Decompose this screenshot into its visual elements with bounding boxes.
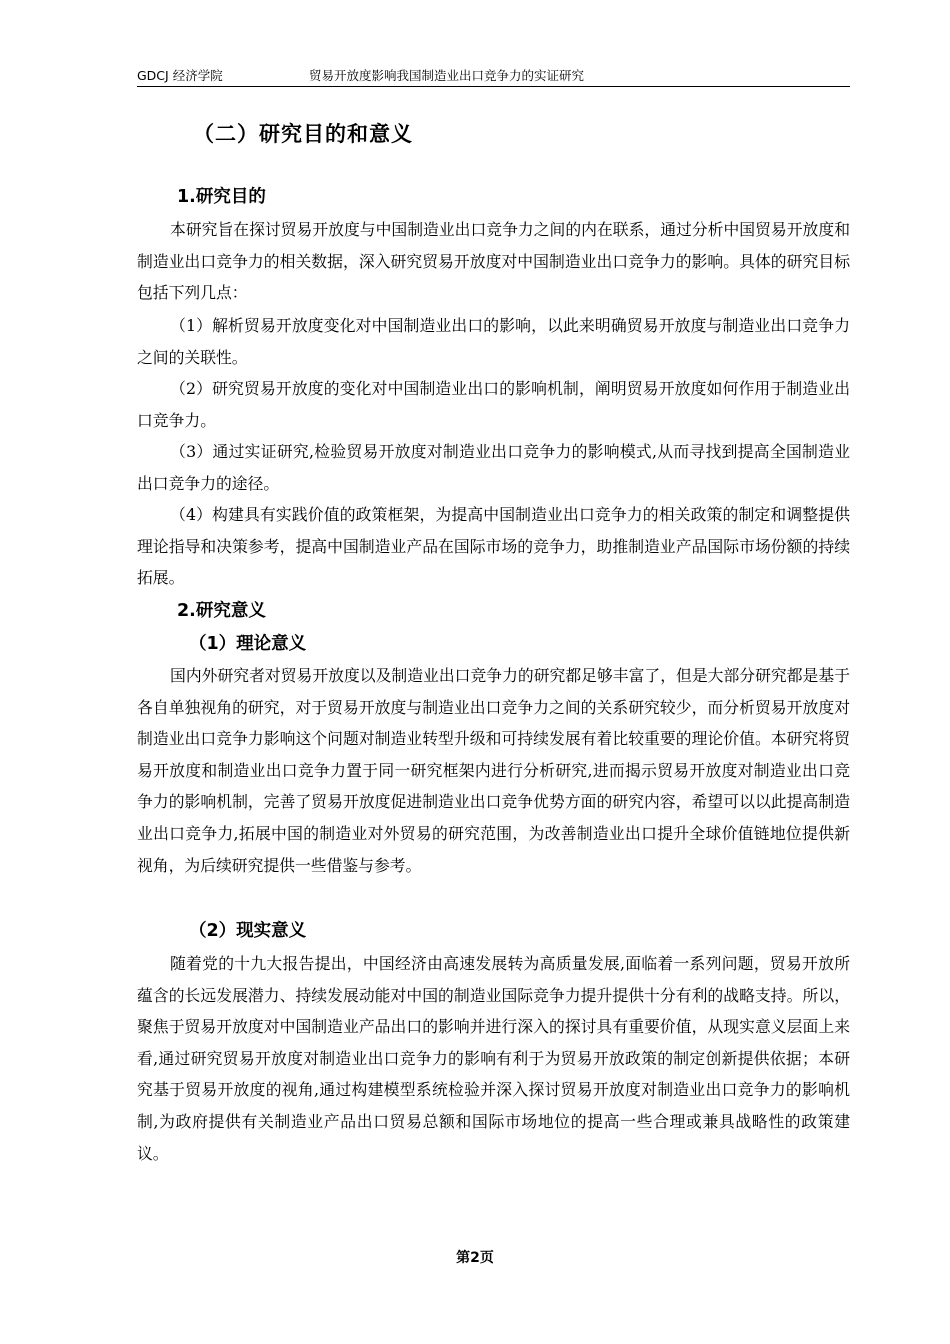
aims-item-2: （2）研究贸易开放度的变化对中国制造业出口的影响机制，阐明贸易开放度如何作用于制造业出口竞争力。 (137, 379, 850, 430)
page-number: 第2页 (456, 1250, 494, 1266)
significance-heading: 2.研究意义 (177, 601, 266, 621)
running-header (137, 66, 850, 86)
header-running-title: 贸易开放度影响我国制造业出口竞争力的实证研究 (309, 68, 585, 83)
practice-heading: （2）现实意义 (189, 921, 307, 941)
theory-heading: （1）理论意义 (189, 634, 307, 654)
section-heading: （二）研究目的和意义 (193, 122, 413, 146)
aims-item-4: （4）构建具有实践价值的政策框架，为提高中国制造业出口竞争力的相关政策的制定和调整提供理论指导和决策参考，提高中国制造业产品在国际市场的竞争力，助推制造业产品国际市场份额的持续拓展。 (137, 505, 850, 588)
aims-item-3: （3）通过实证研究,检验贸易开放度对制造业出口竞争力的影响模式,从而寻找到提高全国制造业出口竞争力的途径。 (137, 442, 850, 493)
aims-item-1: （1）解析贸易开放度变化对中国制造业出口的影响，以此来明确贸易开放度与制造业出口竞争力之间的关联性。 (137, 316, 850, 367)
aims-intro-paragraph: 本研究旨在探讨贸易开放度与中国制造业出口竞争力之间的内在联系，通过分析中国贸易开放度和制造业出口竞争力的相关数据，深入研究贸易开放度对中国制造业出口竞争力的影响。具体的研究目标包括下列几点： (137, 220, 850, 303)
theory-paragraph: 国内外研究者对贸易开放度以及制造业出口竞争力的研究都足够丰富了，但是大部分研究都是基于各自单独视角的研究，对于贸易开放度与制造业出口竞争力之间的关系研究较少，而分析贸易开放度对制造业出口竞争力影响这个问题对制造业转型升级和可持续发展有着比较重要的理论价值。本研究将贸易开放度和制造业出口竞争力置于同一研究框架内进行分析研究,进而揭示贸易开放度对制造业出口竞争力的影响机制，完善了贸易开放度促进制造业出口竞争优势方面的研究内容，希望可以以此提高制造业出口竞争力,拓展中国的制造业对外贸易的研究范围，为改善制造业出口提升全球价值链地位提供新视角，为后续研究提供一些借鉴与参考。 (137, 666, 850, 875)
header-institution: GDCJ 经济学院 (137, 68, 223, 83)
aims-heading: 1.研究目的 (177, 187, 266, 207)
header-rule (137, 86, 850, 87)
practice-paragraph: 随着党的十九大报告提出，中国经济由高速发展转为高质量发展,面临着一系列问题，贸易开放所蕴含的长远发展潜力、持续发展动能对中国的制造业国际竞争力提升提供十分有利的战略支持。所以，聚焦于贸易开放度对中国制造业产品出口的影响并进行深入的探讨具有重要价值，从现实意义层面上来看,通过研究贸易开放度对制造业出口竞争力的影响有利于为贸易开放政策的制定创新提供依据；本研究基于贸易开放度的视角,通过构建模型系统检验并深入探讨贸易开放度对制造业出口竞争力的影响机制,为政府提供有关制造业产品出口贸易总额和国际市场地位的提高一些合理或兼具战略性的政策建议。 (137, 954, 850, 1163)
